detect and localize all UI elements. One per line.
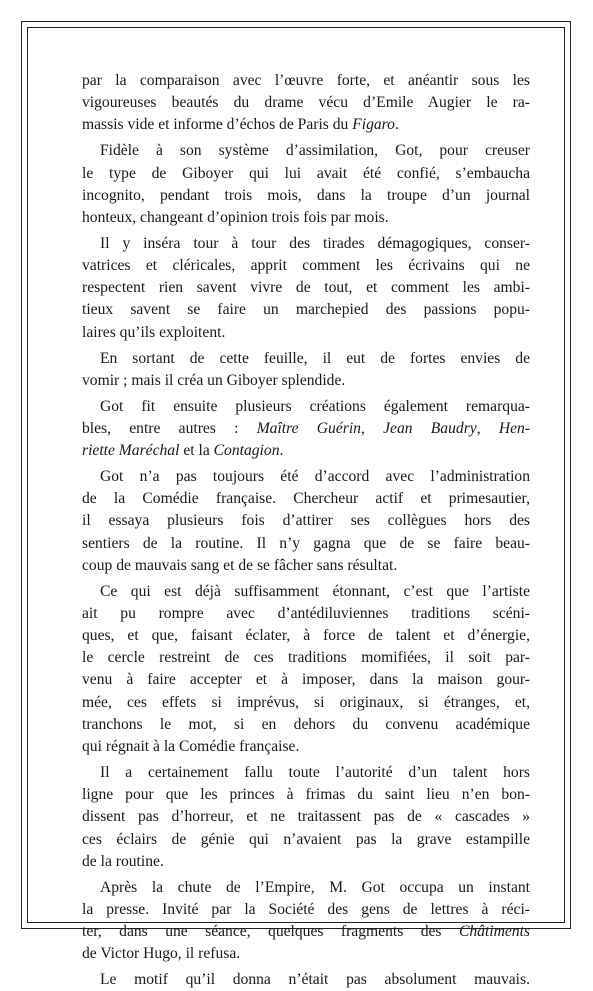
text-line: Après la chute de l’Empire, M. Got occupa un instant (100, 878, 530, 896)
text-line: Fidèle à son système d’assimilation, Got, pour creuser (100, 142, 530, 160)
text-line: dissent pas d’horreur, et ne traitassent pas de « cascades » (82, 808, 530, 826)
text-line: le type de Giboyer qui lui avait été confié, s’embaucha (82, 164, 530, 182)
paragraph (82, 762, 530, 873)
text-line: laires qu’ils exploitent. (82, 323, 226, 341)
text-line: qui régnait à la Comédie française. (82, 738, 300, 756)
text-line: ait pu rompre avec d’antédiluviennes traditions scéni- (82, 604, 530, 622)
text-line: tranchons le mot, si en dehors du convenu académique (82, 715, 530, 733)
paragraph (82, 140, 530, 229)
text-line: respectent rien savent vivre de tout, et comment les ambi- (82, 279, 530, 297)
text-line: vigoureuses beautés du drame vécu d’Emile Augier le ra- (82, 94, 530, 112)
text-line: mée, ces effets si imprévus, si originaux, si étranges, et, (82, 693, 530, 711)
text-line: incognito, pendant trois mois, dans la troupe d’un journal (82, 186, 530, 204)
text-line: Ce qui est déjà suffisamment étonnant, c’est que l’artiste (100, 582, 530, 600)
text-line: ques, et que, faisant éclater, à force de talent et d’énergie, (82, 627, 530, 644)
text-line: ces éclairs de génie qui n’avaient pas la grave estampille (82, 830, 530, 848)
paragraph (82, 969, 530, 991)
body-text (82, 70, 530, 991)
text-line: riette Maréchal et la Contagion. (82, 442, 284, 459)
paragraph (82, 70, 530, 137)
text-line: Got fit ensuite plusieurs créations également remarqua- (100, 397, 530, 415)
text-line: la presse. Invité par la Société des gens de lettres à réci- (82, 900, 530, 918)
text-line: ter, dans une séance, quelques fragments des Châtiments (82, 923, 530, 941)
text-line: de Victor Hugo, il refusa. (82, 945, 241, 963)
text-line: vatrices et cléricales, apprit comment les écrivains qui ne (82, 257, 530, 274)
text-line: massis vide et informe d’échos de Paris du Figaro. (82, 116, 399, 134)
text-line: honteux, changeant d’opinion trois fois par mois. (82, 208, 389, 226)
text-line: coup de mauvais sang et de se fâcher sans résultat. (82, 556, 398, 574)
text-line: Il y inséra tour à tour des tirades démagogiques, conser- (100, 234, 530, 252)
text-line: Le motif qu’il donna n’était pas absolument mauvais. (100, 971, 530, 989)
text-line: bles, entre autres : Maître Guérin, Jean Baudry, Hen- (82, 419, 531, 437)
text-line: En sortant de cette feuille, il eut de fortes envies de (100, 349, 530, 367)
text-line: par la comparaison avec l’œuvre forte, et anéantir sous les (82, 72, 530, 89)
text-line: Il a certainement fallu toute l’autorité d’un talent hors (100, 763, 530, 781)
text-line: sentiers de la routine. Il n’y gagna que de se faire beau- (82, 534, 530, 552)
text-line: vomir ; mais il créa un Giboyer splendide. (82, 371, 346, 389)
paragraph (82, 466, 530, 577)
paragraph (82, 348, 530, 392)
text-line: le cercle restreint de ces traditions momifiées, il soit par- (82, 649, 530, 667)
paragraph (82, 233, 530, 344)
text-line: venu à faire accepter et à imposer, dans la maison gour- (82, 671, 530, 689)
text-line: Got n’a pas toujours été d’accord avec l’administration (100, 467, 530, 485)
text-line: de la Comédie française. Chercheur actif et primesautier, (82, 490, 530, 508)
text-line: de la routine. (82, 852, 164, 870)
text-line: tieux savent se faire un marchepied des passions popu- (82, 301, 530, 319)
paragraph (82, 877, 530, 966)
text-line: ligne pour que les princes à frimas du saint lieu n’en bon- (82, 786, 530, 804)
text-line: il essaya plusieurs fois d’attirer ses collègues hors des (82, 512, 530, 530)
paragraph (82, 396, 530, 463)
paragraph (82, 581, 530, 759)
